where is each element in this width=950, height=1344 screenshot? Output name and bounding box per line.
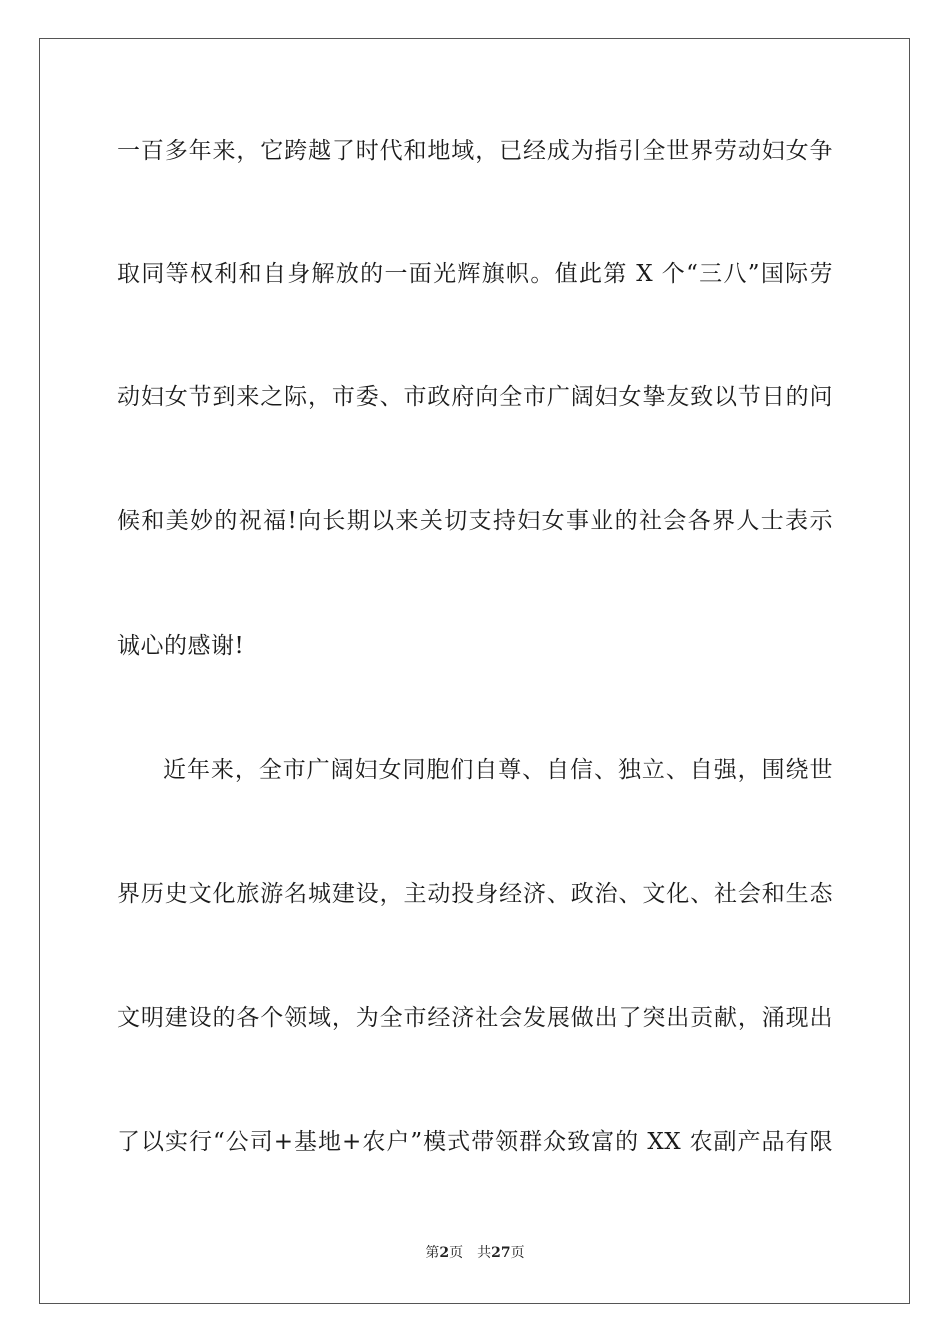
paragraph-2-line-3: 文明建设的各个领域，为全市经济社会发展做出了突出贡献，涌现出 [117,1005,833,1031]
paragraph-2-line-4: 了以实行“公司+基地+农户”模式带领群众致富的 XX 农副产品有限 [117,1129,833,1155]
page-suffix: 页 [449,1245,464,1261]
paragraph-2-line-1: 近年来，全市广阔妇女同胞们自尊、自信、独立、自强，围绕世 [163,757,833,783]
total-prefix: 共 [477,1245,492,1261]
body-line-4: 候和美妙的祝福!向长期以来关切支持妇女事业的社会各界人士表示 [117,508,833,534]
page-prefix: 第 [425,1245,440,1261]
body-line-1: 一百多年来，它跨越了时代和地域，已经成为指引全世界劳动妇女争 [117,138,833,164]
total-suffix: 页 [510,1245,525,1261]
body-line-3: 动妇女节到来之际，市委、市政府向全市广阔妇女挚友致以节日的问 [117,384,833,410]
page-number: 2 [439,1245,450,1261]
body-line-5: 诚心的感谢! [117,633,245,659]
page-footer [0,1244,950,1262]
body-line-2: 取同等权利和自身解放的一面光辉旗帜。值此第 X 个“三八”国际劳 [117,261,833,287]
page-border [39,38,910,1304]
paragraph-2-line-2: 界历史文化旅游名城建设，主动投身经济、政治、文化、社会和生态 [117,881,833,907]
total-pages: 27 [491,1245,511,1261]
